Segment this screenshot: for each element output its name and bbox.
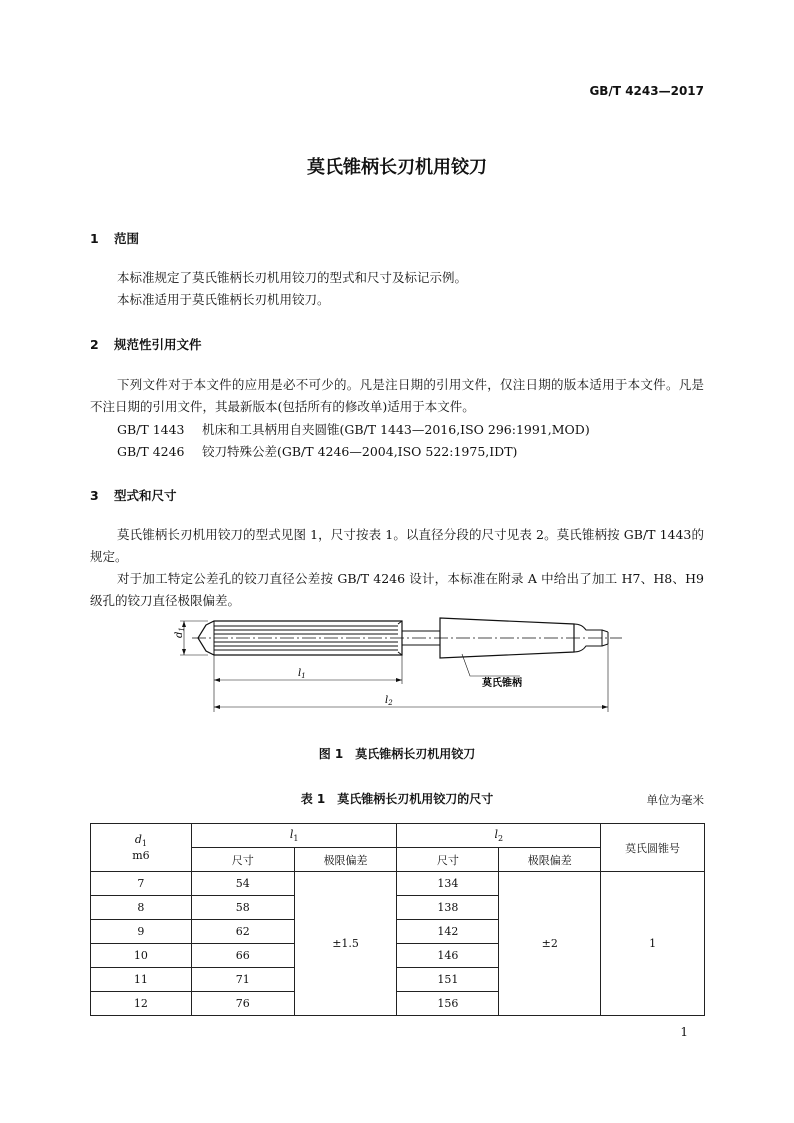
table-row xyxy=(91,872,705,896)
reference-text: 机床和工具柄用自夹圆锥(GB/T 1443—2016,ISO 296:1991,MOD) xyxy=(202,422,590,437)
cell-d1: 11 xyxy=(91,968,192,992)
dimension-table xyxy=(90,823,705,1016)
cell-d1: 12 xyxy=(91,992,192,1016)
header-deviation: 极限偏差 xyxy=(499,848,601,872)
cell-l2-deviation: ±2 xyxy=(499,872,601,1016)
label-l1: $l_1$ xyxy=(298,668,306,680)
paragraph: 本标准规定了莫氏锥柄长刃机用铰刀的型式和尺寸及标记示例。 xyxy=(117,270,468,285)
reference-code: GB/T 4246 xyxy=(117,444,185,459)
paragraph: 莫氏锥柄长刃机用铰刀的型式见图 1，尺寸按表 1。以直径分段的尺寸见表 2。莫氏锥柄按 GB/T 1443的规定。 xyxy=(90,527,704,564)
section-heading-dimensions xyxy=(90,486,177,504)
cell-l2: 134 xyxy=(397,872,499,896)
cell-l2: 142 xyxy=(397,920,499,944)
cell-l1: 54 xyxy=(191,872,294,896)
header-l2 xyxy=(397,824,601,848)
cell-morse-taper-no: 1 xyxy=(601,872,705,1016)
section-number: 2 xyxy=(90,337,99,352)
cell-l1-deviation: ±1.5 xyxy=(294,872,397,1016)
var-l: l xyxy=(494,827,499,841)
header-deviation: 极限偏差 xyxy=(294,848,397,872)
section-title: 范围 xyxy=(114,231,140,246)
cell-l2: 146 xyxy=(397,944,499,968)
header-d1 xyxy=(91,824,192,872)
cell-l2: 138 xyxy=(397,896,499,920)
section-title: 规范性引用文件 xyxy=(114,337,202,352)
paragraph: 本标准适用于莫氏锥柄长刃机用铰刀。 xyxy=(117,292,330,307)
header-size: 尺寸 xyxy=(191,848,294,872)
page-number: 1 xyxy=(680,1025,688,1039)
cell-l1: 66 xyxy=(191,944,294,968)
cell-d1: 9 xyxy=(91,920,192,944)
section-number: 3 xyxy=(90,488,99,503)
table-unit: 单位为毫米 xyxy=(646,793,704,807)
header-l1 xyxy=(191,824,397,848)
standard-number: GB/T 4243—2017 xyxy=(589,84,704,98)
cell-l1: 58 xyxy=(191,896,294,920)
document-title: 莫氏锥柄长刃机用铰刀 xyxy=(307,157,487,178)
section-heading-scope xyxy=(90,229,139,247)
cell-l2: 156 xyxy=(397,992,499,1016)
label-l2: $l_2$ xyxy=(385,695,393,707)
cell-l2: 151 xyxy=(397,968,499,992)
var-sub: 2 xyxy=(498,834,504,844)
cell-d1: 7 xyxy=(91,872,192,896)
table-caption: 表 1 莫氏锥柄长刃机用铰刀的尺寸 xyxy=(300,792,494,806)
cell-l1: 76 xyxy=(191,992,294,1016)
reference-entry xyxy=(117,442,517,460)
reference-text: 铰刀特殊公差(GB/T 4246—2004,ISO 522:1975,IDT) xyxy=(202,444,518,459)
var-sub: 1 xyxy=(293,834,299,844)
header-size: 尺寸 xyxy=(397,848,499,872)
reference-entry xyxy=(117,420,590,438)
cell-d1: 10 xyxy=(91,944,192,968)
paragraph: 下列文件对于本文件的应用是必不可少的。凡是注日期的引用文件，仅注日期的版本适用于本文件。凡是不注日期的引用文件，其最新版本(包括所有的修改单)适用于本文件。 xyxy=(90,377,704,414)
table-header-row xyxy=(91,824,705,848)
section-number: 1 xyxy=(90,231,99,246)
label-morse-shank: 莫氏锥柄 xyxy=(482,678,522,689)
reamer-drawing xyxy=(170,612,630,717)
cell-d1: 8 xyxy=(91,896,192,920)
var-sub: 1 xyxy=(141,839,147,849)
label-d1: $d_1$ xyxy=(174,627,186,638)
section-heading-references xyxy=(90,335,202,353)
cell-l1: 71 xyxy=(191,968,294,992)
var-d: d xyxy=(134,833,142,847)
reference-code: GB/T 1443 xyxy=(117,422,185,437)
figure-caption: 图 1 莫氏锥柄长刃机用铰刀 xyxy=(318,747,476,761)
paragraph: 对于加工特定公差孔的铰刀直径公差按 GB/T 4246 设计，本标准在附录 A 中给出了加工 H7、H8、H9 级孔的铰刀直径极限偏差。 xyxy=(90,571,704,608)
header-morse-taper: 莫氏圆锥号 xyxy=(601,824,705,872)
section-title: 型式和尺寸 xyxy=(114,488,177,503)
cell-l1: 62 xyxy=(191,920,294,944)
tolerance-class: m6 xyxy=(132,848,150,862)
var-l: l xyxy=(289,827,294,841)
